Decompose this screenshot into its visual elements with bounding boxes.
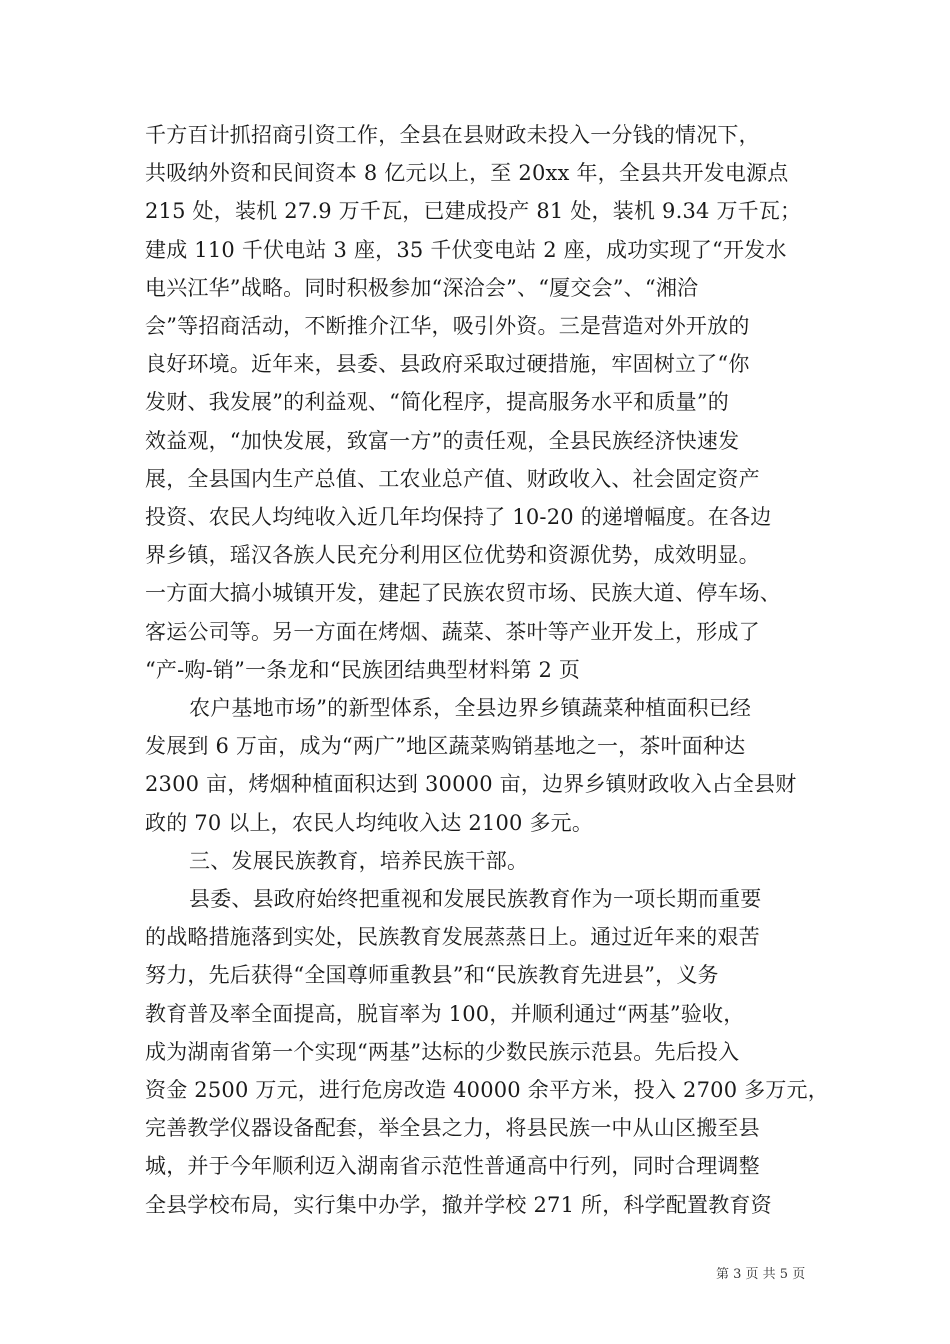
text-line: 展，全县国内生产总值、工农业总产值、财政收入、社会固定资产 <box>145 466 760 491</box>
text-line: 215 处，装机 27.9 万千瓦，已建成投产 81 处，装机 9.34 万千瓦； <box>145 199 802 224</box>
text-line: “产-购-销”一条龙和“民族团结典型材料第 2 页 <box>145 657 581 682</box>
text-line: 发展到 6 万亩，成为“两广”地区蔬菜购销基地之一，茶叶面种达 <box>145 734 746 759</box>
text-line: 发财、我发展”的利益观、“简化程序，提高服务水平和质量”的 <box>145 390 730 415</box>
text-line: 投资、农民人均纯收入近几年均保持了 10-20 的递增幅度。在各边 <box>145 505 772 529</box>
text-line: 建成 110 千伏电站 3 座，35 千伏变电站 2 座，成功实现了“开发水 <box>145 237 787 262</box>
text-line: 千方百计抓招商引资工作，全县在县财政未投入一分钱的情况下， <box>145 123 760 147</box>
text-line: 会”等招商活动，不断推介江华，吸引外资。三是营造对外开放的 <box>145 314 750 338</box>
text-line: 2300 亩，烤烟种植面积达到 30000 亩，边界乡镇财政收入占全县财 <box>145 772 797 797</box>
text-line: 共吸纳外资和民间资本 8 亿元以上，至 20xx 年，全县共开发电源点 <box>145 161 789 186</box>
text-line: 电兴江华”战略。同时积极参加“深洽会”、“厦交会”、“湘洽 <box>145 275 699 300</box>
text-line: 三、发展民族教育，培养民族干部。 <box>189 848 529 873</box>
text-line: 良好环境。近年来，县委、县政府采取过硬措施，牢固树立了“你 <box>145 352 750 377</box>
text-line: 一方面大搞小城镇开发，建起了民族农贸市场、民族大道、停车场、 <box>145 581 781 606</box>
page-number: 第 3 页 共 5 页 <box>716 1267 806 1282</box>
text-line: 城，并于今年顺利迈入湖南省示范性普通高中行列，同时合理调整 <box>145 1154 760 1179</box>
text-line: 资金 2500 万元，进行危房改造 40000 余平方米，投入 2700 多万元， <box>145 1078 829 1102</box>
text-line: 效益观，“加快发展，致富一方”的责任观，全县民族经济快速发 <box>145 428 740 453</box>
text-line: 客运公司等。另一方面在烤烟、蔬菜、茶叶等产业开发上，形成了 <box>145 619 760 644</box>
text-line: 政的 70 以上，农民人均纯收入达 2100 多元。 <box>145 810 594 835</box>
text-line: 努力，先后获得“全国尊师重教县”和“民族教育先进县”，义务 <box>145 963 719 988</box>
text-line: 教育普及率全面提高，脱盲率为 100，并顺利通过“两基”验收， <box>145 1001 745 1026</box>
text-line: 完善教学仪器设备配套，举全县之力，将县民族一中从山区搬至县 <box>145 1116 760 1141</box>
text-line: 县委、县政府始终把重视和发展民族教育作为一项长期而重要 <box>189 887 762 911</box>
text-line: 的战略措施落到实处，民族教育发展蒸蒸日上。通过近年来的艰苦 <box>145 925 760 950</box>
text-line: 界乡镇，瑶汉各族人民充分利用区位优势和资源优势，成效明显。 <box>145 543 760 568</box>
text-line: 农户基地市场”的新型体系，全县边界乡镇蔬菜种植面积已经 <box>189 696 752 720</box>
text-line: 全县学校布局，实行集中办学，撤并学校 271 所，科学配置教育资 <box>145 1192 772 1217</box>
text-line: 成为湖南省第一个实现“两基”达标的少数民族示范县。先后投入 <box>145 1039 740 1064</box>
